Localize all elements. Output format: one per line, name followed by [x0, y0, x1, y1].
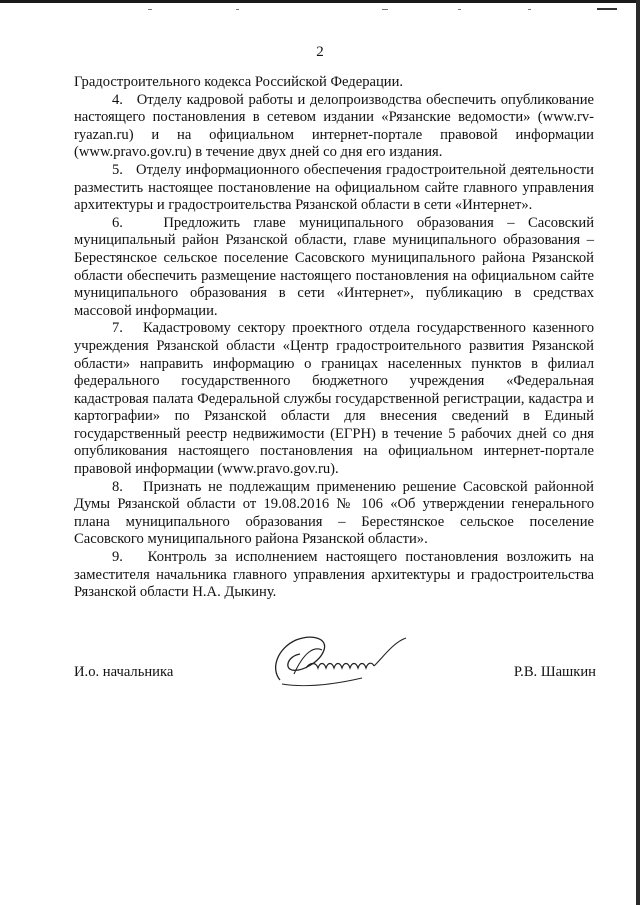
scan-edge-top — [0, 0, 640, 3]
paragraph-continuation: Градостроительного кодекса Российской Федерации. — [74, 74, 404, 90]
scan-mark — [148, 9, 152, 10]
scan-mark — [236, 9, 239, 10]
scan-edge-right — [636, 0, 640, 905]
paragraph-7: 7. Кадастровому сектору проектного отдела государственного казенного учреждения Рязанской области «Центр градостроительного развития Рязанской области» направить информацию о границах населенных пунктов в филиал федерального государственного бюджетного учреждения «Федеральная кадастровая палата Федеральной службы государственной регистрации, кадастра и картографии» по Рязанской области для внесения сведений в Единый государственный реестр недвижимости (ЕГРН) в течение 5 рабочих дней со дня опубликования настоящего постановления на официальном интернет-портале правовой информации (www.pravo.gov.ru). — [74, 320, 594, 478]
scan-mark — [597, 8, 617, 10]
signatory-position: И.о. начальника — [74, 664, 174, 680]
paragraph-8: 8. Признать не подлежащим применению решение Сасовской районной Думы Рязанской области от 19.08.2016 № 106 «Об утверждении генерального плана муниципального образования – Берестянское сельское поселение Сасовского муниципального района Рязанской области». — [74, 478, 594, 548]
signature-row — [74, 664, 596, 684]
paragraph-4: 4. Отделу кадровой работы и делопроизводства обеспечить опубликование настоящего постановления в сетевом издании «Рязанские ведомости» (www.rv-ryazan.ru) и на официальном интернет-портале правовой информации (www.pravo.gov.ru) в течение двух дней со дня его издания. — [74, 91, 594, 161]
page-number: 2 — [316, 44, 324, 60]
scan-mark — [528, 9, 531, 10]
scan-mark — [458, 9, 461, 10]
paragraph-9: 9. Контроль за исполнением настоящего постановления возложить на заместителя начальника главного управления архитектуры и градостроительства Рязанской области Н.А. Дыкину. — [74, 549, 594, 601]
handwritten-signature — [266, 622, 416, 697]
document-body — [74, 74, 594, 602]
paragraph-6: 6. Предложить главе муниципального образования – Сасовский муниципальный район Рязанской области, главе муниципального образования – Берестянское сельское поселение Сасовского муниципального района Рязанской области обеспечить размещение настоящего постановления на официальном сайте муниципального образования в сети «Интернет», публикацию в средствах массовой информации. — [74, 214, 594, 319]
scan-mark — [382, 9, 388, 10]
paragraph-5: 5. Отделу информационного обеспечения градостроительной деятельности разместить настоящее постановление на официальном сайте главного управления архитектуры и градостроительства Рязанской области в сети «Интернет». — [74, 161, 594, 214]
signatory-name: Р.В. Шашкин — [513, 664, 596, 680]
